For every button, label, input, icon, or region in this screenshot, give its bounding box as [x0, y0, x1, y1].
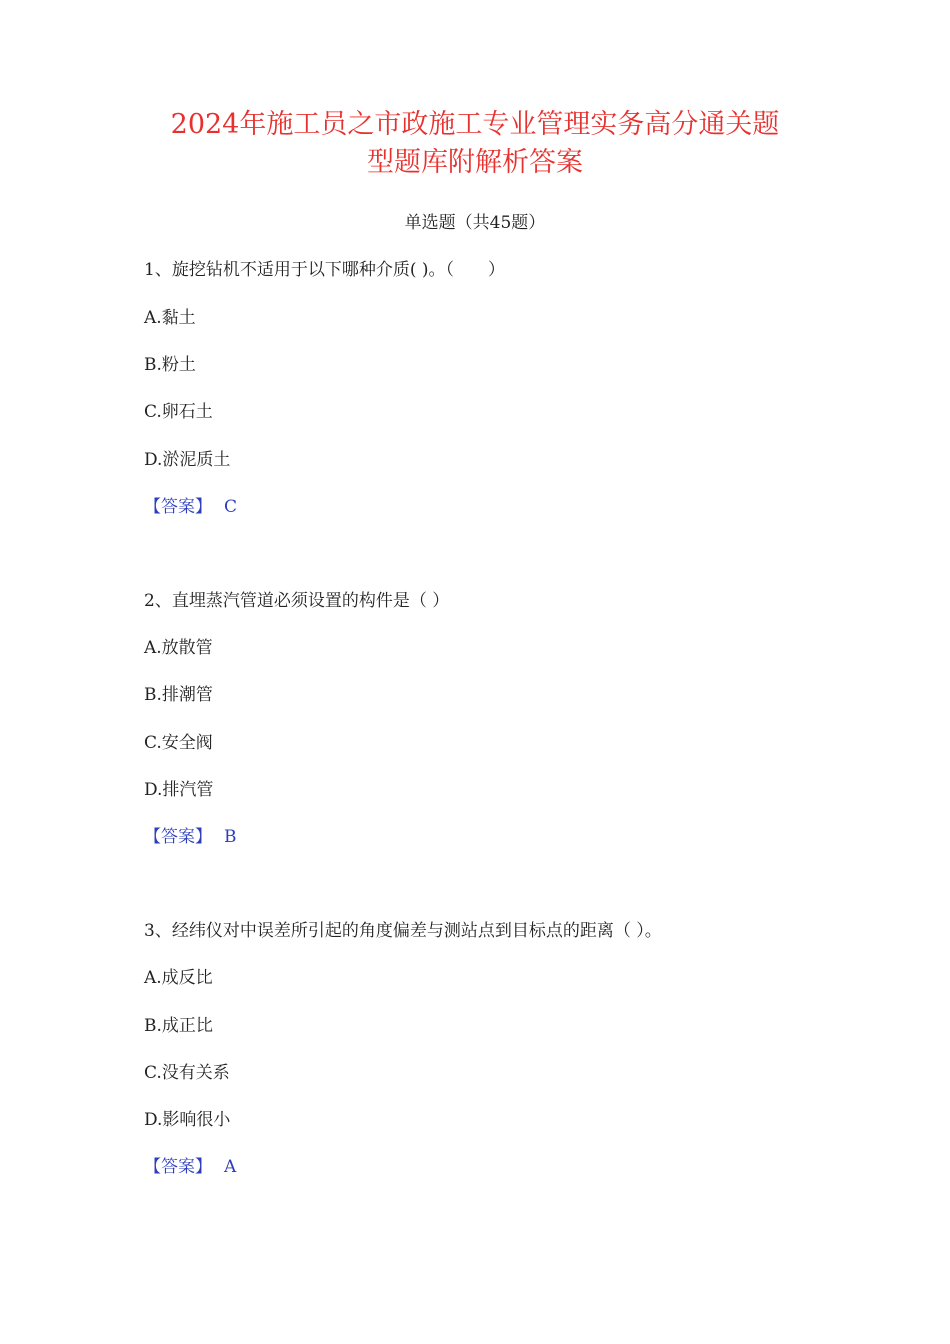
answer-label: 【答案】 — [144, 827, 212, 847]
question-3-stem: 3、经纬仪对中误差所引起的角度偏差与测站点到目标点的距离（ ）。 — [144, 921, 662, 941]
document-title — [0, 106, 950, 182]
question-2-stem: 2、直埋蒸汽管道必须设置的构件是（ ） — [144, 591, 450, 611]
question-3-option-c: C.没有关系 — [144, 1063, 230, 1083]
section-heading: 单选题（共45题） — [404, 213, 546, 233]
question-3-answer — [144, 1155, 236, 1179]
title-line-2: 型题库附解析答案 — [367, 147, 583, 178]
answer-label: 【答案】 — [144, 497, 212, 517]
question-2-option-a: A.放散管 — [144, 638, 213, 658]
answer-letter: C — [224, 497, 238, 517]
question-1-stem: 1、旋挖钻机不适用于以下哪种介质( )。（ ） — [144, 260, 505, 280]
question-2-answer — [144, 825, 237, 849]
question-2-option-d: D.排汽管 — [144, 780, 214, 800]
question-2-option-b: B.排潮管 — [144, 685, 213, 705]
question-1-option-c: C.卵石土 — [144, 402, 213, 422]
answer-letter: B — [224, 827, 237, 847]
question-1-option-a: A.黏土 — [144, 308, 196, 328]
title-line-1: 2024年施工员之市政施工专业管理实务高分通关题 — [170, 109, 780, 140]
question-1-option-d: D.淤泥质土 — [144, 450, 231, 470]
answer-label: 【答案】 — [144, 1157, 212, 1177]
question-3-option-b: B.成正比 — [144, 1016, 213, 1036]
question-3-option-a: A.成反比 — [144, 968, 213, 988]
question-3-option-d: D.影响很小 — [144, 1110, 231, 1130]
question-1-option-b: B.粉土 — [144, 355, 196, 375]
answer-letter: A — [224, 1157, 237, 1177]
question-2-option-c: C.安全阀 — [144, 733, 213, 753]
question-1-answer — [144, 495, 237, 519]
